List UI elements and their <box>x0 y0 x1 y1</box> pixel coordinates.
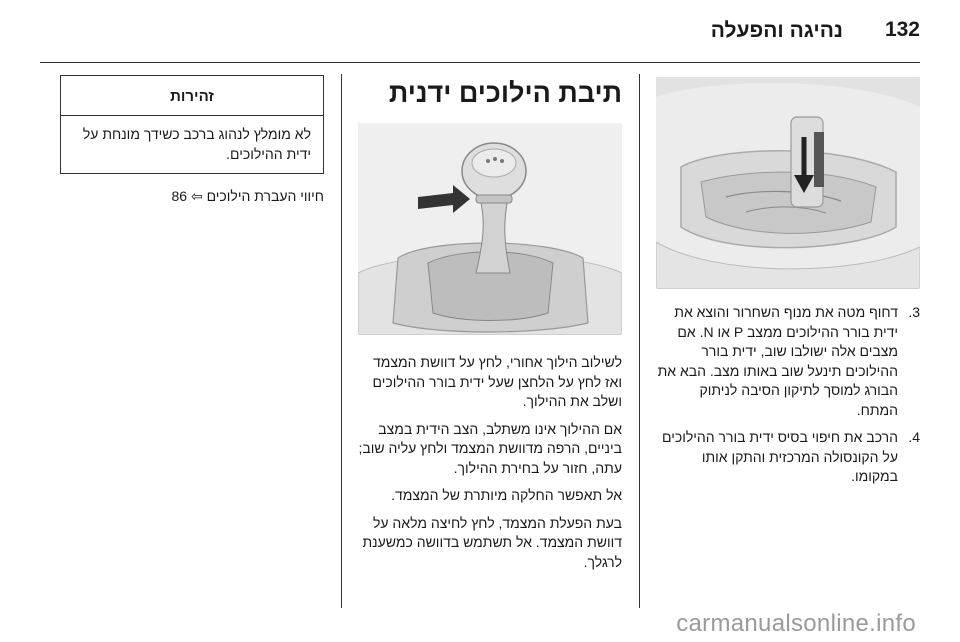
manual-gear-lever-figure <box>358 123 622 335</box>
paragraph: בעת הפעלת המצמד, לחץ לחיצה מלאה על דוושת המצמד. אל תשתמש בדוושה כמשענת לרגלך. <box>362 514 622 570</box>
page-number: 132 <box>884 18 920 41</box>
page-ref-arrow-icon: ⇦ <box>190 188 203 204</box>
caution-box <box>60 75 324 174</box>
right-column <box>656 77 920 495</box>
step-number: 4. <box>908 429 920 445</box>
step-number: 3. <box>908 304 920 320</box>
steps-list <box>656 303 920 487</box>
cross-reference[interactable] <box>60 188 324 205</box>
page-title: נהיגה והפעלה <box>710 19 843 42</box>
step-text: הרכב את חיפוי בסיס ידית בורר ההילוכים על הקונסולה המרכזית והתקן אותו במקומו. <box>662 429 898 484</box>
header-rule <box>40 62 920 63</box>
watermark: carmanualsonline.info <box>676 610 916 637</box>
paragraph: אל תאפשר החלקה מיותרת של המצמד. <box>391 487 622 503</box>
xref-text: חיווי העברת הילוכים <box>206 188 324 204</box>
paragraph: לשילוב הילוך אחורי, לחץ על דוושת המצמד ואז לחץ על הלחצן שעל ידית בורר ההילוכים ושלב את ההילוך. <box>372 354 622 409</box>
xref-page: 86 <box>171 188 188 204</box>
column-divider-left <box>341 74 342 608</box>
caution-text: לא מומלץ לנהוג ברכב כשידך מונחת על ידית ההילוכים. <box>82 126 311 162</box>
step-text: דחוף מטה את מנוף השחרור והוצא את ידית בורר ההילוכים ממצב P או N. אם מצבים אלה ישולבו שוב, ידית בורר ההילוכים תינעל שוב באותו מצב. הבא את הבורג למוסך לתיקון הסיבה לניתוק המתח. <box>657 304 898 418</box>
manual-gear-lever-illustration <box>358 123 622 335</box>
gear-lever-release-illustration <box>656 77 920 289</box>
caution-title: זהירות <box>61 76 323 116</box>
step-item <box>656 303 920 420</box>
gear-lever-release-figure <box>656 77 920 289</box>
left-column <box>60 75 324 205</box>
step-item <box>656 428 920 487</box>
column-divider-right <box>639 74 640 608</box>
paragraph: אם ההילוך אינו משתלב, הצב הידית במצב ביניים, הרפה מדוושת המצמד ולחץ עליה שוב; עתה, חזור על בחירת ההילוך. <box>358 420 622 476</box>
section-title: תיבת הילוכים ידנית <box>388 78 622 108</box>
body-text <box>358 353 622 572</box>
middle-column <box>358 77 622 580</box>
page-header <box>0 18 960 48</box>
